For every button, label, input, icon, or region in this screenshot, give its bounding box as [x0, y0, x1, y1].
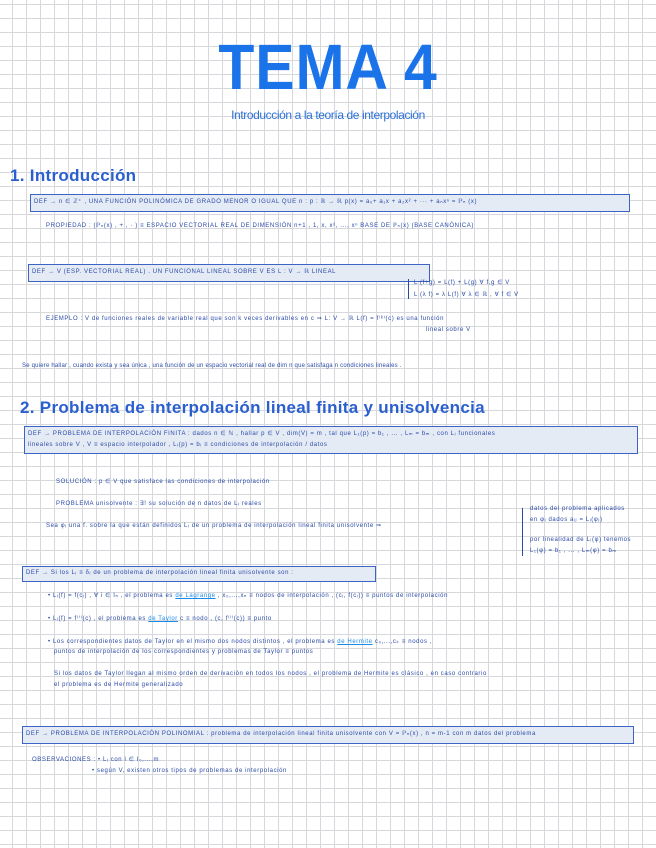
- definition-box-problem-types: [22, 566, 376, 582]
- bullet-hermite-continued: puntos de interpolación de los correspondientes y problemas de Taylor ≡ puntos: [54, 649, 314, 655]
- property-note: PROPIEDAD : (ℙₙ(x) , + , · ) ≡ ESPACIO VECTORIAL REAL DE DIMENSIÓN n+1 , 1, x, x², ..., xⁿ BASE DE ℙₙ(x) (BASE CANÓNICA): [46, 223, 474, 229]
- definition-text: DEF → V (ESP. VECTORIAL REAL) . UN FUNCIONAL LINEAL SOBRE V ES L : V → ℝ LINEAL: [32, 269, 337, 275]
- example-note-continued: lineal sobre V: [426, 327, 471, 333]
- hermite-generalized-note: el problema es de Hermite generalizado: [54, 682, 184, 688]
- side-note-2: en φᵢ dados aᵢⱼ = Lᵢ(φⱼ): [530, 517, 603, 523]
- side-note-3: por linealidad de Lᵢ(φ) tenemos: [530, 537, 632, 543]
- extension-note: Sea φᵢ una f. sobre la que están definidos Lᵢ de un problema de interpolación lineal finita unisolvente ⇒: [46, 523, 382, 529]
- definition-text: DEF → PROBLEMA DE INTERPOLACIÓN POLINOMIAL : problema de interpolación lineal finita unisolvente con V = ℙₙ(x) , n = m-1 con m datos del problema: [26, 731, 536, 737]
- page-subtitle: Introducción a la teoría de interpolación: [231, 108, 425, 122]
- page-title: TEMA 4: [218, 31, 438, 103]
- bullet-taylor: • Lᵢ(f) = f⁽ⁱ⁾(c) , el problema es de Taylor c ≡ nodo , (c, f⁽ⁱ⁾(c)) ≡ punto: [48, 616, 272, 622]
- definition-box-finite-interpolation: [24, 426, 638, 454]
- side-note-1: datos del problema aplicados: [530, 506, 625, 512]
- side-note-4: L₁(φ) = b₁ , ... , Lₘ(φ) = bₘ: [530, 548, 617, 554]
- bullet-hermite: • Los correspondientes datos de Taylor en el mismo dos nodos distintos , el problema es de Hermite c₀,...,cₖ ≡ nodos ,: [48, 639, 433, 645]
- definition-text: DEF → Si los Lᵢ ≡ δᵢ de un problema de interpolación lineal finita unisolvente son :: [26, 570, 294, 576]
- definition-text-continued: lineales sobre V , V ≡ espacio interpolador , Lᵢ(p) = bᵢ ≡ condiciones de interpolación / datos: [28, 442, 328, 448]
- example-note: EJEMPLO : V de funciones reales de variable real que son k veces derivables en c ⇒ L: V → ℝ L(f) = f⁽ᵏ⁾(c) es una función: [46, 316, 445, 322]
- linearity-condition-1: L (f+g) = L(f) + L(g) ∀ f,g ∈ V: [414, 280, 510, 286]
- section-2-heading: 2. Problema de interpolación lineal finita y unisolvencia: [20, 398, 485, 417]
- definition-text: DEF → PROBLEMA DE INTERPOLACIÓN FINITA : dados n ∈ ℕ , hallar p ∈ V , dim(V) = m , tal que L₁(p) = b₁ , ... , Lₘ = bₘ , con Lᵢ funcionales: [28, 431, 496, 437]
- lagrange-link[interactable]: de Lagrange: [175, 593, 216, 599]
- hermite-classic-note: Si los datos de Taylor llegan al mismo orden de derivación en todos los nodos , el problema de Hermite es clásico , en caso contrario: [54, 671, 487, 677]
- unisolvent-note: PROBLEMA unisolvente : ∃! su solución de n datos de Lᵢ reales: [56, 501, 262, 507]
- hermite-link[interactable]: de Hermite: [337, 639, 373, 645]
- observations-note-1: OBSERVACIONES : • Lᵢ con i ∈ I₀,...,m: [32, 757, 160, 763]
- definition-box-polynomial-interpolation: [22, 726, 634, 744]
- definition-text: DEF → n ∈ ℤ⁺ , UNA FUNCIÓN POLINÓMICA DE GRADO MENOR O IGUAL QUE n : p : ℝ → ℝ p(x) = a₀+ a₁x + a₂x² + ··· + aₙxⁿ = ℙₙ (x): [34, 199, 478, 205]
- taylor-link[interactable]: de Taylor: [148, 616, 178, 622]
- observations-note-2: • según V, existen otros tipos de problemas de interpolación: [92, 768, 287, 774]
- solution-note: SOLUCIÓN : p ∈ V que satisface las condiciones de interpolación: [56, 479, 270, 485]
- summary-note: Se quiere hallar , cuando exista y sea única , una función de un espacio vectorial real de dim n que satisfaga n condiciones lineales .: [22, 363, 402, 369]
- bracket: [408, 279, 413, 299]
- definition-box-functional: [28, 264, 430, 282]
- bracket: [522, 508, 527, 556]
- linearity-condition-2: L (λ f) = λ L(f) ∀ λ ∈ ℝ , ∀ f ∈ V: [414, 292, 519, 298]
- bullet-lagrange: • Lᵢ(f) = f(cᵢ) , ∀ i ∈ Iₙ , el problema es de Lagrange , x₀,...,xₙ ≡ nodos de interpolación , (cᵢ, f(cᵢ)) ≡ puntos de interpolación: [48, 593, 449, 599]
- definition-box-polynomial: [30, 194, 630, 212]
- section-1-heading: 1. Introducción: [10, 166, 137, 185]
